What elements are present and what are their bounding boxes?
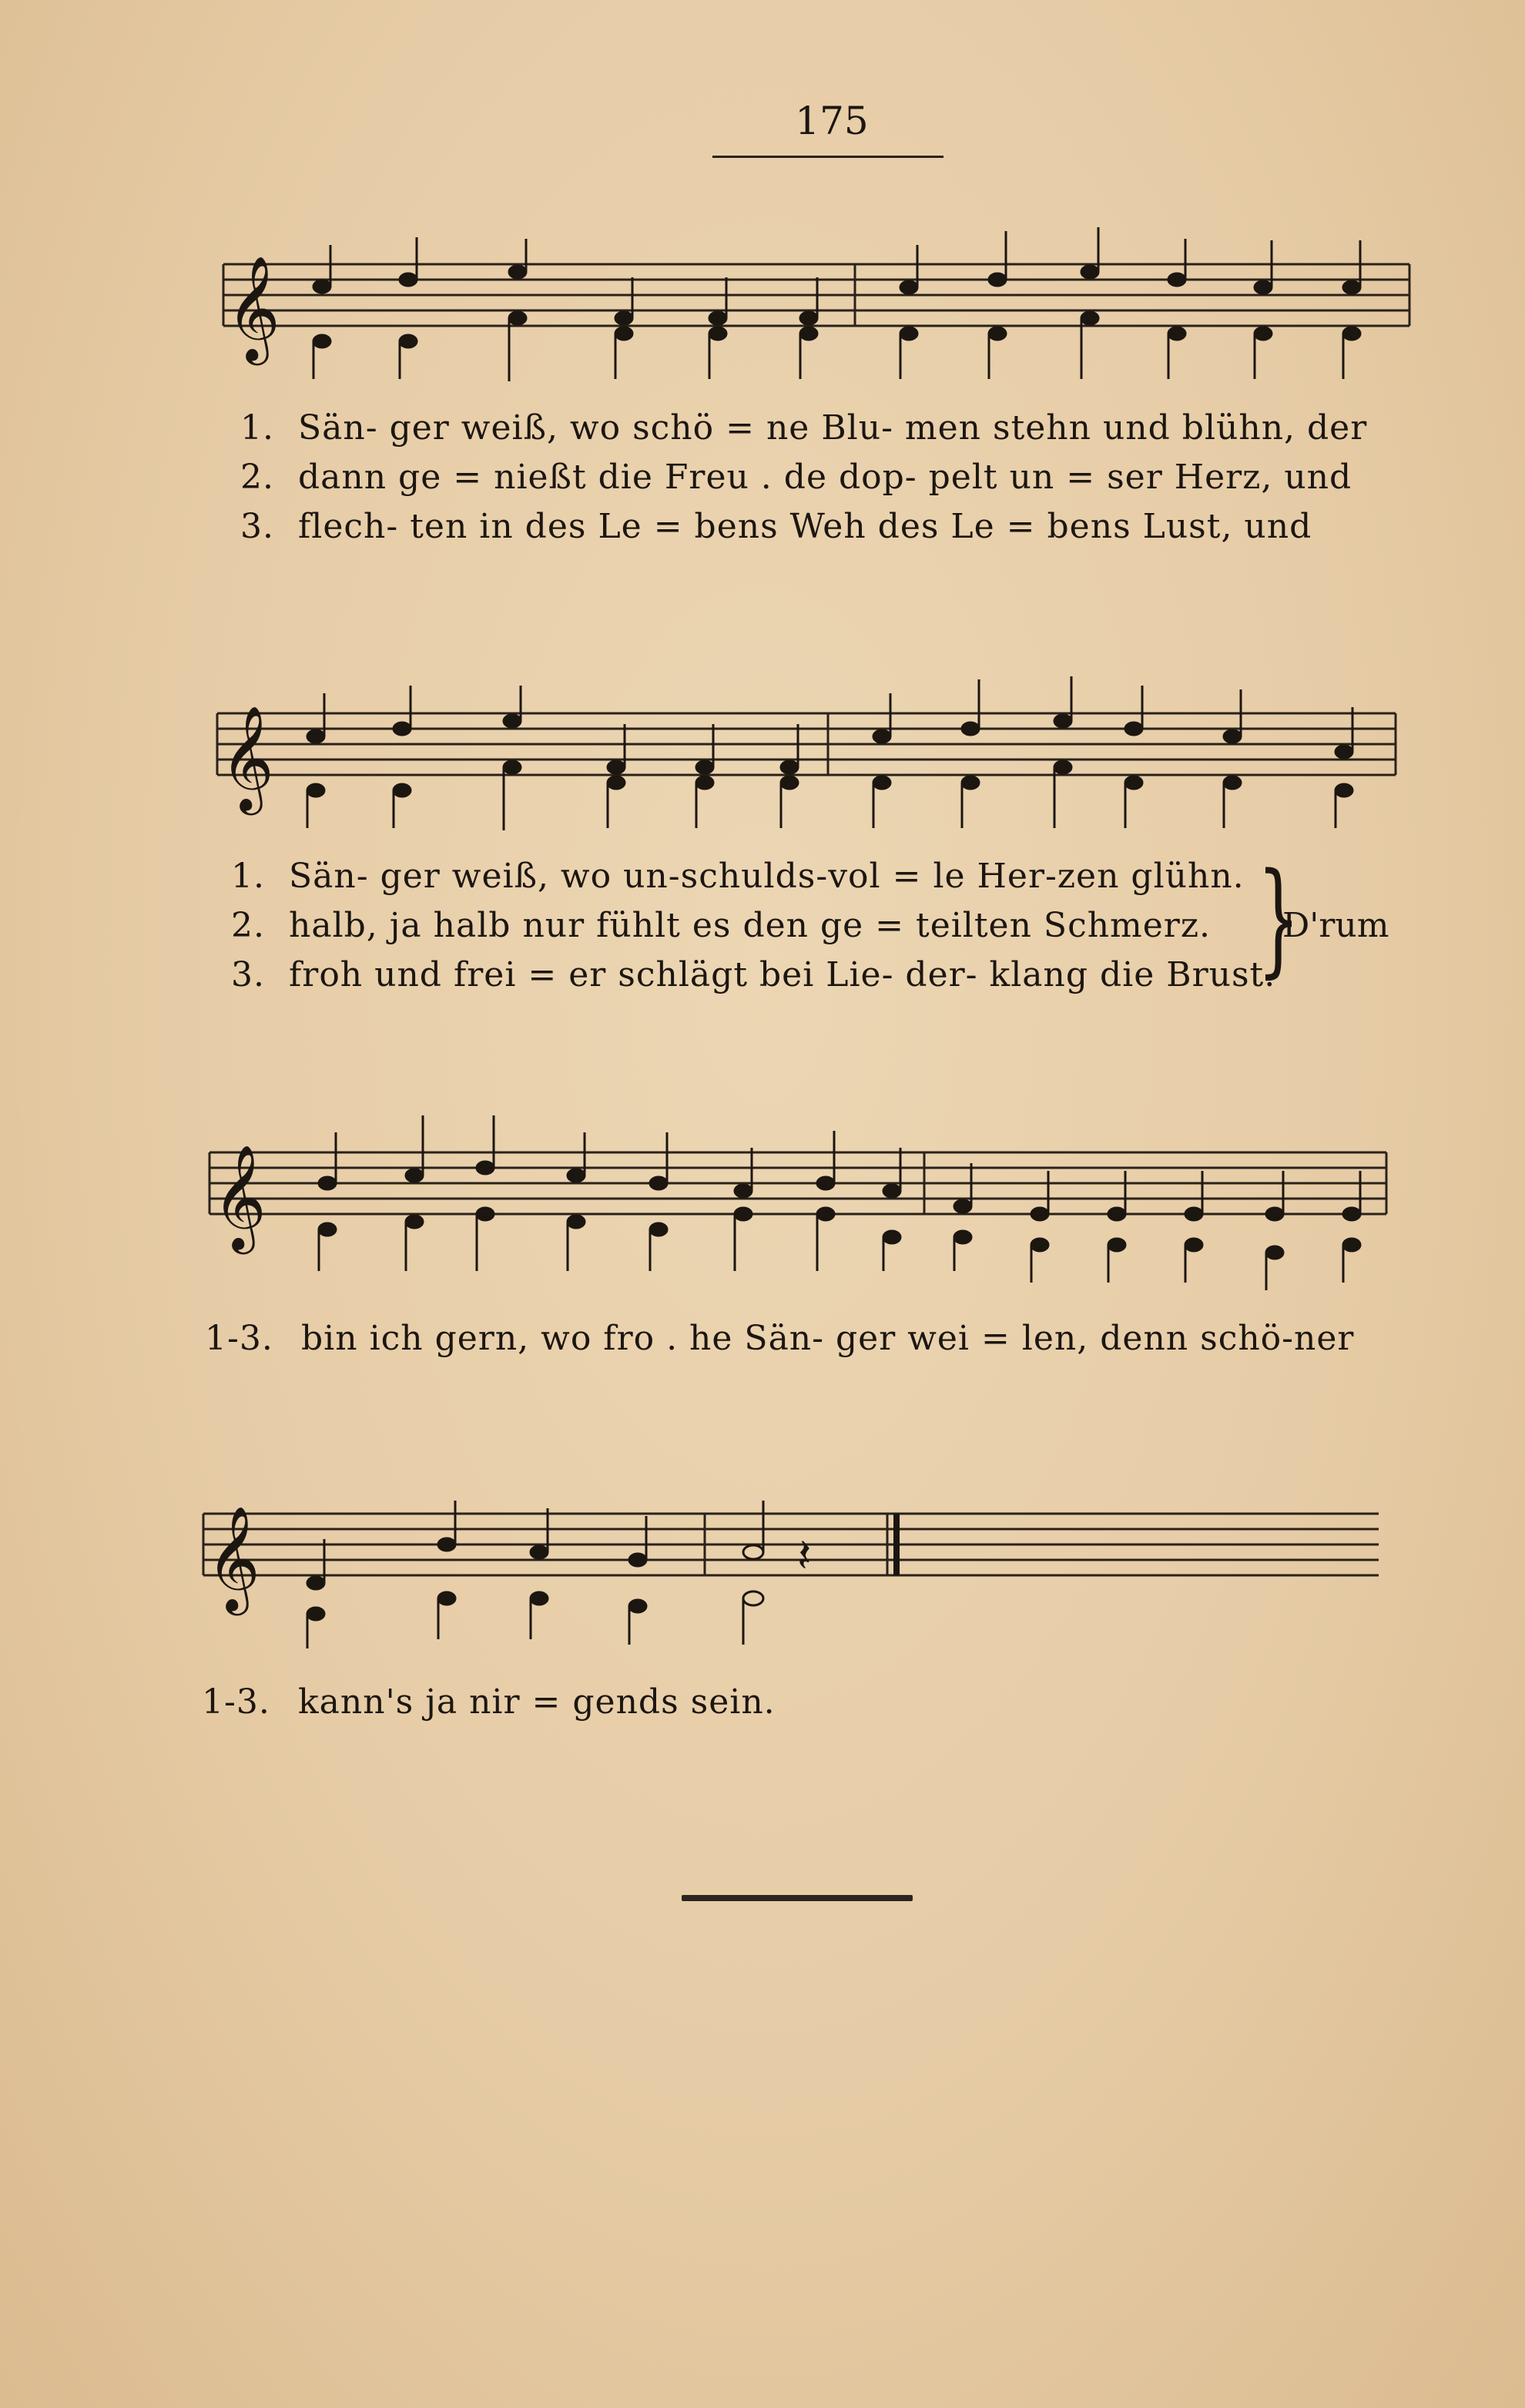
verse-number: 1‑3. [205, 1319, 273, 1358]
lyric-text: dann ge = nießt die Freu . de dop‑ pelt un = ser Herz, und [298, 458, 1352, 497]
verse-number: 2. [231, 906, 265, 945]
lyric-text: flech‑ ten in des Le = bens Weh des Le = bens Lust, und [298, 507, 1312, 546]
lyric-text: halb, ja halb nur fühlt es den ge = teilten Schmerz. [289, 906, 1212, 945]
treble-clef-icon: 𝄞 [206, 1504, 260, 1611]
verse-number: 3. [231, 955, 265, 994]
verse-number: 1. [240, 408, 274, 448]
continuation-word: D'rum [1282, 906, 1389, 945]
lyric-text: kann's ja nir = gends sein. [298, 1682, 776, 1722]
lyric-text: Sän‑ ger weiß, wo schö = ne Blu‑ men stehn und blühn, der [298, 408, 1368, 448]
lyric-text: bin ich gern, wo fro . he Sän‑ ger wei = len, denn schö‑ner [301, 1319, 1355, 1358]
end-ornament-rule [682, 1895, 913, 1901]
treble-clef-icon: 𝄞 [213, 1143, 266, 1249]
page-number: 175 [795, 99, 869, 143]
lyric-line [202, 1682, 776, 1722]
verse-number: 3. [240, 507, 274, 546]
treble-clef-icon: 𝄞 [226, 254, 280, 361]
final-barline [893, 1514, 900, 1575]
lyric-text: Sän‑ ger weiß, wo un‑schulds‑vol = le Her‑zen glühn. [289, 857, 1245, 896]
verse-number: 2. [240, 458, 274, 497]
lyric-text: froh und frei = er schlägt bei Lie‑ der‑ klang die Brust. [289, 955, 1276, 994]
treble-clef-icon: 𝄞 [220, 704, 274, 810]
verse-number: 1‑3. [202, 1682, 270, 1722]
quarter-rest-icon: 𝄽 [797, 1529, 812, 1583]
verse-brace: } [1257, 846, 1300, 990]
verse-number: 1. [231, 857, 265, 896]
